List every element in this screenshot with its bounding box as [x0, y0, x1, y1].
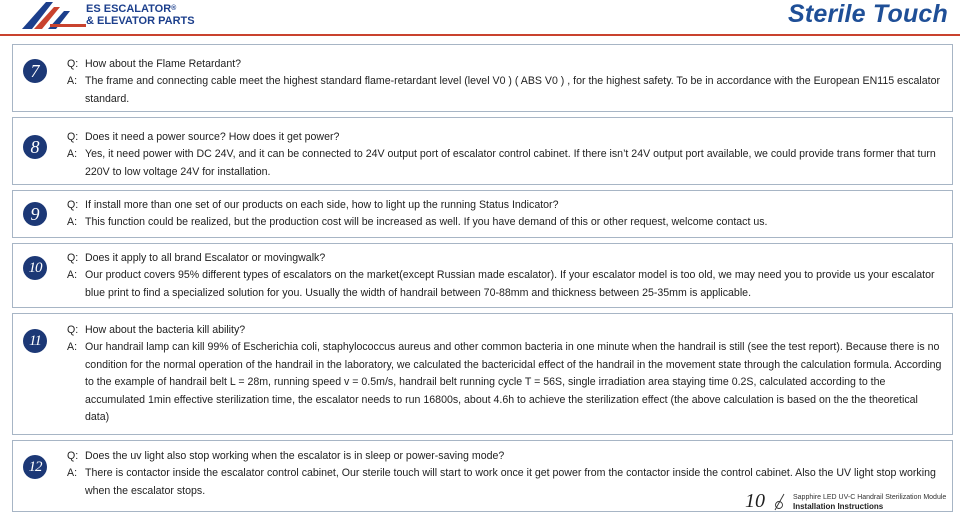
faq-number-badge: 8: [23, 135, 47, 159]
faq-item-7: [12, 44, 953, 112]
faq-question: [67, 448, 943, 465]
registered-mark: ®: [171, 5, 177, 12]
faq-number-badge: 10: [23, 256, 47, 280]
faq-answer: [67, 339, 943, 426]
faq-qa: [67, 56, 943, 108]
faq-item-11: [12, 313, 953, 435]
faq-answer: [67, 267, 943, 302]
answer-label: A:: [67, 341, 78, 354]
answer-label: A:: [67, 269, 78, 282]
footer-title: Installation Instructions: [793, 502, 884, 511]
footer-subtitle: Sapphire LED UV-C Handrail Sterilization Module: [793, 494, 947, 501]
page-footer: [743, 490, 953, 514]
company-logo-icon: [20, 0, 86, 30]
answer-label: A:: [67, 75, 78, 88]
faq-answer: [67, 146, 943, 181]
answer-text: The frame and connecting cable meet the highest standard flame-retardant level (level V0 ) ( ABS V0 ) , for the highest safety. To be in accordance with the European EN115 escalator standard.: [85, 75, 941, 105]
faq-item-8: [12, 117, 953, 185]
faq-question: [67, 197, 943, 214]
faq-qa: [67, 250, 943, 302]
faq-qa: [67, 197, 943, 232]
faq-qa: [67, 129, 943, 181]
answer-text: Our product covers 95% different types of escalators on the market(except Russian made escalator). If your escalator model is too old, we may need you to provide us your escalator blue print to find a specialized solution for you. Usually the width of handrail between 70-88mm and thickness between 25-35mm is applicable.: [85, 269, 935, 299]
faq-answer: [67, 214, 943, 231]
faq-question: [67, 250, 943, 267]
company-name-line2: & ELEVATOR PARTS: [86, 15, 195, 27]
question-label: Q:: [67, 199, 79, 211]
faq-number-badge: 12: [23, 455, 47, 479]
answer-text: Yes, it need power with DC 24V, and it can be connected to 24V output port of escalator control cabinet. If there isn’t 24V output port available, we could provide trans former that turn 220V to low voltage 24V for installation.: [85, 148, 936, 178]
question-label: Q:: [67, 58, 79, 70]
question-text: Does the uv light also stop working when the escalator is in sleep or power-saving mode?: [85, 450, 505, 462]
question-text: Does it apply to all brand Escalator or movingwalk?: [85, 252, 326, 264]
answer-label: A:: [67, 148, 78, 161]
faq-number-badge: 7: [23, 59, 47, 83]
header-divider: [0, 34, 960, 36]
page-header: [0, 0, 960, 44]
brand-logo: Sterile Touch: [787, 0, 948, 28]
faq-number-badge: 11: [23, 329, 47, 353]
faq-number-badge: 9: [23, 202, 47, 226]
leaf-icon: [771, 493, 787, 511]
faq-item-9: [12, 190, 953, 238]
faq-answer: [67, 73, 943, 108]
faq-item-10: [12, 243, 953, 308]
company-name-line1: ES ESCALATOR: [86, 3, 172, 15]
question-label: Q:: [67, 252, 79, 264]
question-label: Q:: [67, 131, 79, 143]
faq-qa: [67, 322, 943, 426]
answer-text: There is contactor inside the escalator control cabinet, Our sterile touch will start to work once it get power from the contactor inside the control cabinet. Also the UV light stop working when the escalator stops.: [85, 467, 936, 497]
question-label: Q:: [67, 450, 79, 462]
answer-text: Our handrail lamp can kill 99% of Escherichia coli, staphylococcus aureus and other common bacteria in one minute when the handrail is still (see the test report). Because there is no condition for the normal operation of the handrail in the laboratory, we calculated the bactericidal effect of the handrail in the movement state through the calculation formula. According to the example of handrail belt L = 28m, running speed v = 0.5m/s, handrail belt running cycle T = 56S, single irradiation area staying time 0.2S, calculated according to the accumulated 1min effective sterilization time, the escalator needs to run 16800s, about 4.6h to achieve the sterilization effect (the above calculation is based on the the theoretical data): [85, 341, 942, 424]
question-label: Q:: [67, 324, 79, 336]
faq-question: [67, 129, 943, 146]
question-text: How about the bacteria kill ability?: [85, 324, 246, 336]
answer-label: A:: [67, 216, 78, 229]
company-name: [86, 3, 195, 27]
question-text: If install more than one set of our products on each side, how to light up the running Status Indicator?: [85, 199, 559, 211]
question-text: How about the Flame Retardant?: [85, 58, 242, 70]
answer-label: A:: [67, 467, 78, 480]
faq-question: [67, 322, 943, 339]
faq-question: [67, 56, 943, 73]
question-text: Does it need a power source? How does it get power?: [85, 131, 340, 143]
answer-text: This function could be realized, but the production cost will be increased as well. If you have demand of this or other request, welcome contact us.: [85, 216, 768, 229]
page-number: 10: [745, 490, 765, 512]
faq-list: [12, 44, 953, 517]
